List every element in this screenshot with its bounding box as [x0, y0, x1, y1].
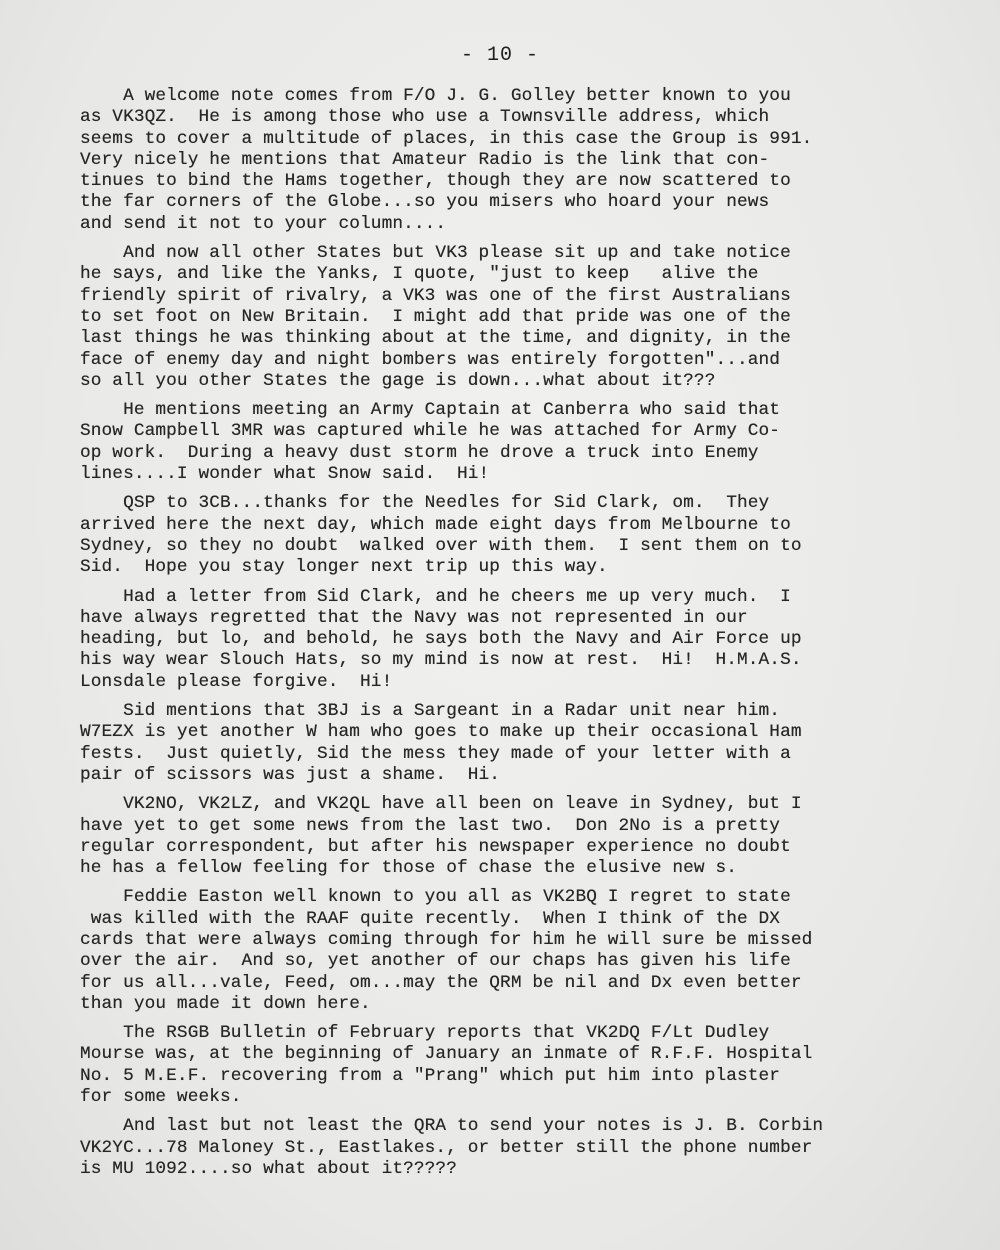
text-line: as VK3QZ. He is among those who use a Townsville address, which — [80, 107, 770, 128]
paragraph-sid-clark-letter — [80, 587, 940, 693]
page-number: - 10 - — [460, 44, 539, 67]
text-line: And last but not least the QRA to send your notes is J. B. Corbin — [80, 1116, 824, 1137]
text-line: for us all...vale, Feed, om...may the QRM be nil and Dx even better — [80, 972, 802, 993]
text-line: friendly spirit of rivalry, a VK3 was one of the first Australians — [80, 285, 791, 306]
text-line: he has a fellow feeling for those of chase the elusive new s. — [80, 858, 737, 879]
text-line: have yet to get some news from the last two. Don 2No is a pretty — [80, 815, 781, 836]
text-line: Had a letter from Sid Clark, and he cheers me up very much. I — [80, 586, 791, 607]
paragraph-qsp-3cb — [80, 493, 940, 578]
paragraph-vk2-leave — [80, 794, 940, 879]
text-line: regular correspondent, but after his newspaper experience no doubt — [80, 836, 791, 857]
text-line: And now all other States but VK3 please sit up and take notice — [80, 243, 791, 264]
text-line: is MU 1092....so what about it????? — [80, 1158, 457, 1179]
text-line: Feddie Easton well known to you all as VK2BQ I regret to state — [80, 887, 791, 908]
text-line: and send it not to your column.... — [80, 213, 447, 234]
text-line: QSP to 3CB...thanks for the Needles for Sid Clark, om. They — [80, 493, 770, 514]
text-line: A welcome note comes from F/O J. G. Golley better known to you — [80, 86, 791, 106]
text-line: for some weeks. — [80, 1087, 242, 1108]
text-line: the far corners of the Globe...so you misers who hoard your news — [80, 192, 770, 213]
text-line: he says, and like the Yanks, I quote, "just to keep alive the — [80, 264, 759, 285]
paragraph-vk3-rivalry — [80, 243, 940, 392]
text-line: No. 5 M.E.F. recovering from a "Prang" which put him into plaster — [80, 1065, 781, 1086]
text-line: have always regretted that the Navy was not represented in our — [80, 607, 748, 628]
text-line: VK2YC...78 Maloney St., Eastlakes., or better still the phone number — [80, 1137, 813, 1158]
text-line: The RSGB Bulletin of February reports that VK2DQ F/Lt Dudley — [80, 1023, 770, 1044]
text-line: to set foot on New Britain. I might add that pride was one of the — [80, 306, 791, 327]
text-line: arrived here the next day, which made eight days from Melbourne to — [80, 514, 791, 535]
paragraph-feddie-easton — [80, 887, 940, 1015]
text-line: VK2NO, VK2LZ, and VK2QL have all been on leave in Sydney, but I — [80, 794, 802, 815]
paragraph-rsgb-bulletin — [80, 1023, 940, 1108]
text-line: Sid mentions that 3BJ is a Sargeant in a Radar unit near him. — [80, 701, 781, 722]
text-line: He mentions meeting an Army Captain at Canberra who said that — [80, 400, 781, 421]
text-line: op work. During a heavy dust storm he drove a truck into Enemy — [80, 442, 759, 463]
paragraph-qra-notes — [80, 1116, 940, 1180]
text-line: last things he was thinking about at the time, and dignity, in the — [80, 328, 791, 349]
text-line: than you made it down here. — [80, 993, 371, 1014]
text-line: Snow Campbell 3MR was captured while he was attached for Army Co- — [80, 421, 781, 442]
page-body — [80, 86, 940, 1188]
text-line: lines....I wonder what Snow said. Hi! — [80, 464, 490, 485]
text-line: pair of scissors was just a shame. Hi. — [80, 764, 501, 785]
text-line: so all you other States the gage is down...what about it??? — [80, 370, 716, 391]
paragraph-snow-campbell — [80, 400, 940, 485]
paragraph-golley-note — [80, 86, 940, 235]
text-line: his way wear Slouch Hats, so my mind is now at rest. Hi! H.M.A.S. — [80, 650, 802, 671]
text-line: Mourse was, at the beginning of January an inmate of R.F.F. Hospital — [80, 1044, 813, 1065]
text-line: seems to cover a multitude of places, in this case the Group is 991. — [80, 128, 813, 149]
text-line: fests. Just quietly, Sid the mess they made of your letter with a — [80, 743, 791, 764]
text-line: heading, but lo, and behold, he says both the Navy and Air Force up — [80, 629, 802, 650]
text-line: W7EZX is yet another W ham who goes to make up their occasional Ham — [80, 722, 802, 743]
text-line: Sydney, so they no doubt walked over with them. I sent them on to — [80, 535, 802, 556]
text-line: Sid. Hope you stay longer next trip up this way. — [80, 557, 608, 578]
text-line: face of enemy day and night bombers was entirely forgotten"...and — [80, 349, 781, 370]
text-line: Very nicely he mentions that Amateur Radio is the link that con- — [80, 149, 770, 170]
text-line: tinues to bind the Hams together, though they are now scattered to — [80, 171, 791, 192]
text-line: Lonsdale please forgive. Hi! — [80, 671, 393, 692]
text-line: was killed with the RAAF quite recently. When I think of the DX — [80, 908, 781, 929]
text-line: over the air. And so, yet another of our chaps has given his life — [80, 951, 791, 972]
text-line: cards that were always coming through for him he will sure be missed — [80, 929, 813, 950]
paragraph-3bj-radar — [80, 701, 940, 786]
